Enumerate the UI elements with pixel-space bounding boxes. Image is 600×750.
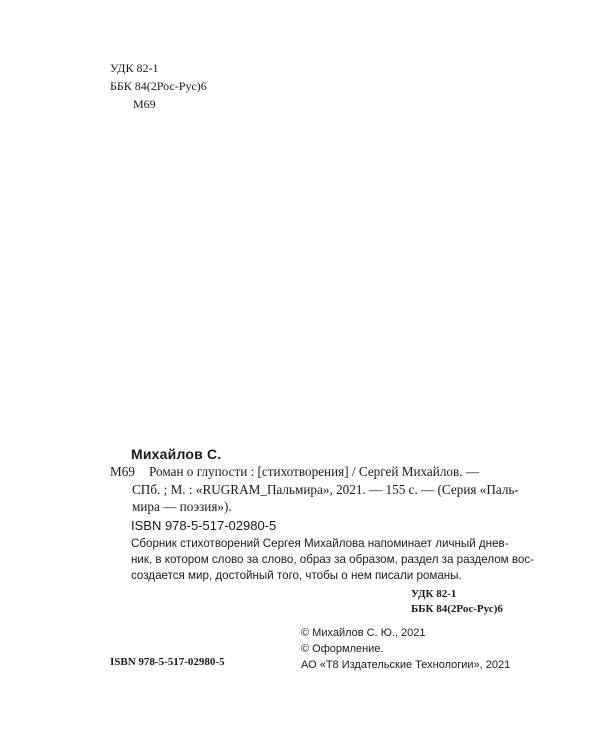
- top-classification-codes: [110, 59, 207, 113]
- biblio-line-3: мира — поэзия»).: [132, 499, 232, 514]
- copyright-design: © Оформление.: [301, 643, 384, 655]
- annotation: [131, 536, 534, 584]
- copyright-author: © Михайлов С. Ю., 2021: [301, 627, 426, 639]
- biblio-title-line: Роман о глупости : [стихотворения] / Сергей Михайлов. —: [149, 464, 480, 479]
- udk-code: УДК 82-1: [110, 61, 159, 75]
- biblio-author-mark: М69: [110, 464, 135, 479]
- bibliographic-description: [110, 463, 519, 516]
- biblio-line-1: [110, 463, 510, 481]
- author-mark: М69: [133, 97, 156, 111]
- classification-bbk: ББК 84(2Рос-Рус)6: [411, 603, 503, 615]
- copyright-block: [301, 625, 510, 673]
- biblio-line-2: СПб. ; М. : «RUGRAM_Пальмира», 2021. — 155 с. — (Серия «Паль-: [132, 481, 519, 497]
- record-isbn: ISBN 978-5-517-02980-5: [131, 518, 277, 533]
- footer-isbn: ISBN 978-5-517-02980-5: [110, 656, 225, 668]
- author-heading: Михайлов С.: [131, 446, 222, 462]
- annotation-line-2: ник, в котором слово за слово, образ за образом, раздел за разделом вос-: [131, 553, 534, 566]
- annotation-line-3: создается мир, достойный того, чтобы о нем писали романы.: [131, 569, 462, 582]
- copyright-publisher: АО «Т8 Издательские Технологии», 2021: [301, 659, 511, 671]
- bbk-code: ББК 84(2Рос-Рус)6: [110, 79, 207, 93]
- classification-codes: [411, 587, 503, 617]
- classification-udk: УДК 82-1: [411, 588, 457, 600]
- annotation-line-1: Сборник стихотворений Сергея Михайлова напоминает личный днев-: [131, 537, 509, 550]
